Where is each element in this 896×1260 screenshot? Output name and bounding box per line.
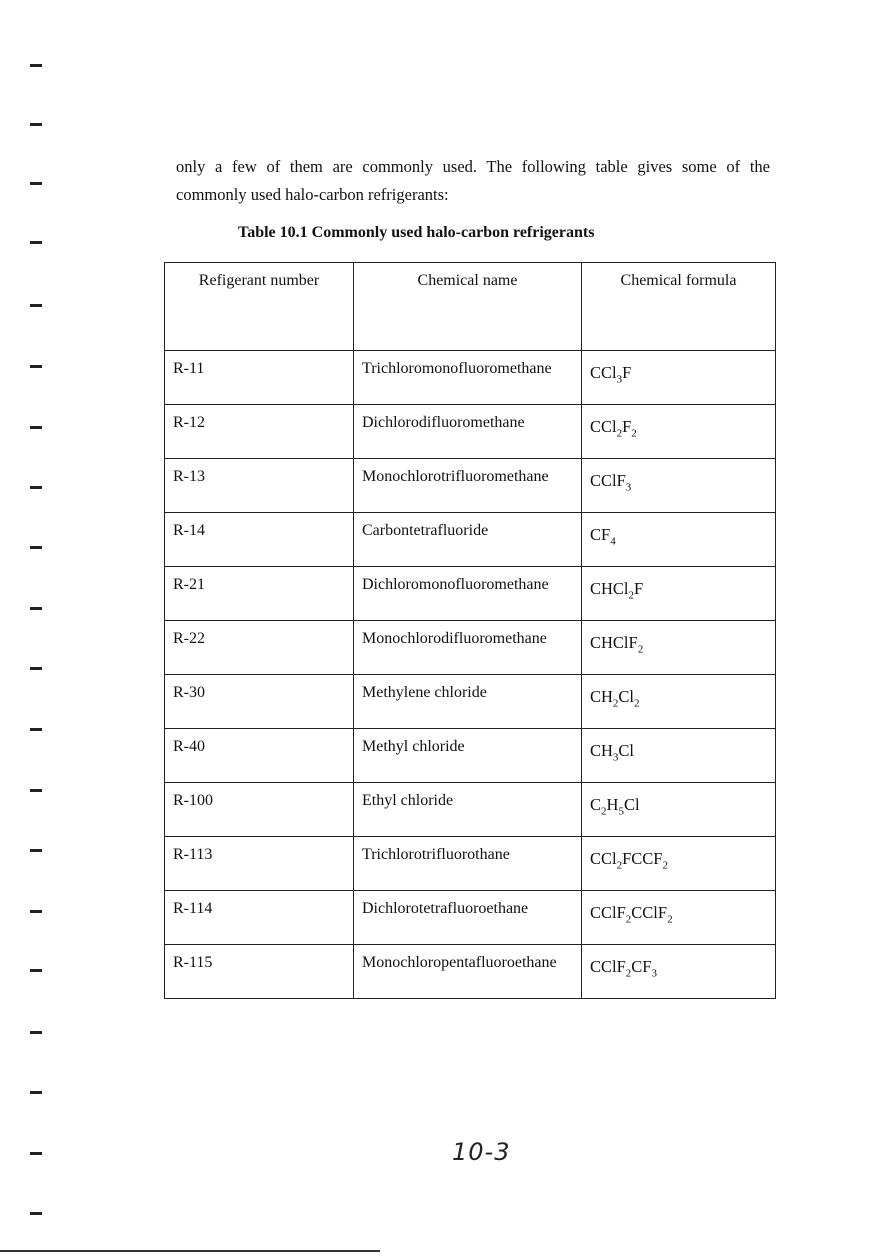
- margin-tick: [30, 304, 42, 307]
- chemical-name-cell: Ethyl chloride: [354, 783, 582, 837]
- intro-line-1: only a few of them are commonly used. The following table gives some of the: [176, 157, 770, 176]
- table-row: [165, 891, 776, 945]
- chemical-formula-cell: [582, 837, 776, 891]
- refrigerant-number-cell: R-40: [165, 729, 354, 783]
- chemical-formula: $CClF_2CF_3$: [590, 957, 657, 980]
- chemical-formula: CClF$_2$CClF$_2$: [590, 903, 673, 926]
- table-row: [165, 729, 776, 783]
- refrigerant-number-cell: R-114: [165, 891, 354, 945]
- chemical-name-cell: Dichlorotetrafluoroethane: [354, 891, 582, 945]
- refrigerant-number-cell: R-13: [165, 459, 354, 513]
- chemical-name-cell: Carbontetrafluoride: [354, 513, 582, 567]
- chemical-formula-cell: [582, 459, 776, 513]
- margin-tick: [30, 910, 42, 913]
- chemical-name-cell: Trichlorotrifluorothane: [354, 837, 582, 891]
- caption-number: 10.1: [279, 224, 308, 241]
- chemical-formula: $CH_2Cl_2$: [590, 687, 640, 710]
- margin-tick: [30, 365, 42, 368]
- chemical-formula-cell: [582, 351, 776, 405]
- page-number: 10-3: [452, 1138, 511, 1166]
- table-row: [165, 837, 776, 891]
- table-row: [165, 945, 776, 999]
- margin-tick: [30, 64, 42, 67]
- table-body: [165, 351, 776, 999]
- refrigerant-number-cell: R-22: [165, 621, 354, 675]
- refrigerant-number-cell: R-100: [165, 783, 354, 837]
- chemical-formula-cell: [582, 783, 776, 837]
- chemical-formula-cell: [582, 405, 776, 459]
- refrigerant-number-cell: R-113: [165, 837, 354, 891]
- margin-tick: [30, 546, 42, 549]
- chemical-formula: CCl$_3$F: [590, 363, 632, 386]
- chemical-formula-cell: [582, 621, 776, 675]
- chemical-formula: $CCl_2FCCF_2$: [590, 849, 668, 872]
- margin-tick: [30, 123, 42, 126]
- margin-tick: [30, 789, 42, 792]
- table-row: [165, 783, 776, 837]
- margin-tick: [30, 728, 42, 731]
- chemical-name-cell: Methyl chloride: [354, 729, 582, 783]
- margin-tick: [30, 426, 42, 429]
- refrigerant-number-cell: R-21: [165, 567, 354, 621]
- margin-tick: [30, 969, 42, 972]
- chemical-formula-cell: [582, 567, 776, 621]
- margin-tick: [30, 182, 42, 185]
- chemical-formula-cell: [582, 945, 776, 999]
- margin-tick: [30, 241, 42, 244]
- refrigerant-table: [164, 262, 776, 999]
- margin-tick: [30, 849, 42, 852]
- chemical-formula: $CCl_2F_2$: [590, 417, 637, 440]
- margin-tick: [30, 486, 42, 489]
- margin-tick: [30, 1091, 42, 1094]
- margin-tick: [30, 1031, 42, 1034]
- margin-tick: [30, 1152, 42, 1155]
- chemical-formula: CHClF$_2$: [590, 633, 644, 656]
- header-chemical-formula: Chemical formula: [582, 263, 776, 351]
- table-row: [165, 675, 776, 729]
- chemical-formula: CHCl$_2$F: [590, 579, 644, 602]
- margin-tick: [30, 667, 42, 670]
- chemical-formula-cell: [582, 729, 776, 783]
- refrigerant-number-cell: R-14: [165, 513, 354, 567]
- table-row: [165, 405, 776, 459]
- chemical-name-cell: Monochlorodifluoromethane: [354, 621, 582, 675]
- refrigerant-number-cell: R-12: [165, 405, 354, 459]
- refrigerant-number-cell: R-11: [165, 351, 354, 405]
- chemical-formula: $C_2H_5Cl$: [590, 795, 640, 818]
- chemical-formula-cell: [582, 513, 776, 567]
- chemical-formula-cell: [582, 891, 776, 945]
- chemical-name-cell: Methylene chloride: [354, 675, 582, 729]
- caption-prefix: Table: [238, 224, 280, 241]
- table-header-row: [165, 263, 776, 351]
- header-refrigerant-number: Refigerant number: [165, 263, 354, 351]
- table-caption: [238, 224, 594, 242]
- table-row: [165, 567, 776, 621]
- intro-line-2: commonly used halo-carbon refrigerants:: [176, 185, 449, 204]
- chemical-name-cell: Monochlorotrifluoromethane: [354, 459, 582, 513]
- chemical-name-cell: Trichloromonofluoromethane: [354, 351, 582, 405]
- chemical-name-cell: Monochloropentafluoroethane: [354, 945, 582, 999]
- table-row: [165, 513, 776, 567]
- margin-tick: [30, 1212, 42, 1215]
- table-row: [165, 621, 776, 675]
- chemical-formula-cell: [582, 675, 776, 729]
- margin-tick: [30, 607, 42, 610]
- table-row: [165, 351, 776, 405]
- bottom-rule: [0, 1250, 380, 1252]
- refrigerant-number-cell: R-30: [165, 675, 354, 729]
- header-chemical-name: Chemical name: [354, 263, 582, 351]
- intro-paragraph: [176, 153, 770, 209]
- chemical-formula: $CF_4$: [590, 525, 616, 548]
- caption-title: Commonly used halo-carbon refrigerants: [311, 224, 595, 241]
- chemical-name-cell: Dichloromonofluoromethane: [354, 567, 582, 621]
- refrigerant-number-cell: R-115: [165, 945, 354, 999]
- chemical-name-cell: Dichlorodifluoromethane: [354, 405, 582, 459]
- chemical-formula: CClF$_3$: [590, 471, 632, 494]
- table-row: [165, 459, 776, 513]
- chemical-formula: $CH_3Cl$: [590, 741, 635, 764]
